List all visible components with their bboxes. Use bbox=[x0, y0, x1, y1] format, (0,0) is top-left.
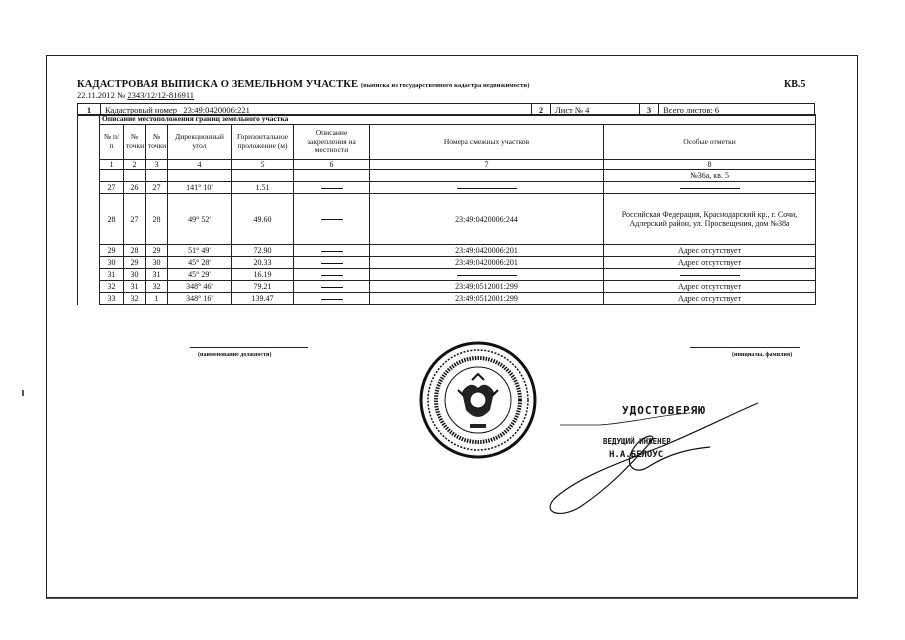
dash-mark bbox=[457, 275, 517, 276]
carry-over-note: №36а, кв. 5 bbox=[604, 170, 816, 182]
dash-mark bbox=[680, 188, 740, 189]
col-header-1: № п/п bbox=[100, 125, 124, 160]
column-number-row bbox=[78, 160, 816, 170]
col-number-8: 8 bbox=[604, 160, 816, 170]
column-header-row bbox=[78, 125, 816, 160]
boundary-table bbox=[77, 114, 816, 305]
cell-angle: 51° 49' bbox=[168, 245, 232, 257]
cell-p1: 31 bbox=[124, 281, 146, 293]
cell-notes: Адрес отсутствует bbox=[604, 245, 816, 257]
carry-over-row bbox=[78, 170, 816, 182]
cell-fix bbox=[294, 257, 370, 269]
cell-adjacent: 23:49:0420006:201 bbox=[370, 245, 604, 257]
col-header-3: № точки bbox=[146, 125, 168, 160]
cell-p1: 26 bbox=[124, 182, 146, 194]
cell-p1: 30 bbox=[124, 269, 146, 281]
cadastral-number: 23:49:0420006:221 bbox=[183, 104, 250, 115]
dash-mark bbox=[321, 188, 343, 189]
total-number: 6 bbox=[714, 104, 720, 115]
cell-p1: 29 bbox=[124, 257, 146, 269]
left-margin-cell bbox=[78, 115, 100, 305]
certify-stamp-text: УДОСТОВЕРЯЮ bbox=[622, 404, 706, 417]
document-number: 2343/12/12-816911 bbox=[127, 90, 195, 100]
cell-fix bbox=[294, 194, 370, 245]
cell-n: 30 bbox=[100, 257, 124, 269]
cell-adjacent: 23:49:0512001:299 bbox=[370, 293, 604, 305]
col-number-3: 3 bbox=[146, 160, 168, 170]
dash-mark bbox=[321, 263, 343, 264]
cell-angle: 348° 16' bbox=[168, 293, 232, 305]
cell-fix bbox=[294, 182, 370, 194]
margin-mark bbox=[22, 390, 24, 396]
cell-angle: 45° 28' bbox=[168, 257, 232, 269]
carry-cell bbox=[370, 170, 604, 182]
cell-notes bbox=[604, 182, 816, 194]
document-title bbox=[77, 79, 529, 90]
col-header-2: № точки bbox=[124, 125, 146, 160]
col-number-1: 1 bbox=[100, 160, 124, 170]
cell-p2: 30 bbox=[146, 257, 168, 269]
cell-adjacent: 23:49:0512001:299 bbox=[370, 281, 604, 293]
cell-dist: 139.47 bbox=[232, 293, 294, 305]
cell-p2: 1 bbox=[146, 293, 168, 305]
cell-fix bbox=[294, 269, 370, 281]
table-row bbox=[78, 245, 816, 257]
cell-p2: 28 bbox=[146, 194, 168, 245]
cell-notes bbox=[604, 269, 816, 281]
cell-p1: 32 bbox=[124, 293, 146, 305]
certifier-role: ВЕДУЩИЙ ИНЖЕНЕР bbox=[603, 437, 671, 446]
cell-dist: 72.90 bbox=[232, 245, 294, 257]
cell-p2: 32 bbox=[146, 281, 168, 293]
title-text: КАДАСТРОВАЯ ВЫПИСКА О ЗЕМЕЛЬНОМ УЧАСТКЕ bbox=[77, 79, 359, 90]
official-seal-stamp bbox=[418, 340, 538, 460]
position-caption: (наименование должности) bbox=[198, 352, 272, 358]
col-header-6: Описание закрепления на местности bbox=[294, 125, 370, 160]
carry-cell bbox=[294, 170, 370, 182]
cell-adjacent bbox=[370, 269, 604, 281]
sheet-number: 4 bbox=[585, 104, 590, 115]
name-caption: (инициалы, фамилия) bbox=[732, 352, 793, 358]
cell-notes: Адрес отсутствует bbox=[604, 293, 816, 305]
table-row bbox=[78, 182, 816, 194]
cell-fix bbox=[294, 281, 370, 293]
carry-cell bbox=[168, 170, 232, 182]
carry-cell bbox=[100, 170, 124, 182]
dash-mark bbox=[321, 219, 343, 220]
form-code: КВ.5 bbox=[784, 79, 806, 90]
carry-cell bbox=[146, 170, 168, 182]
cell-p1: 28 bbox=[124, 245, 146, 257]
cell-n: 27 bbox=[100, 182, 124, 194]
col-header-4: Дирекционный угол bbox=[168, 125, 232, 160]
col-header-8: Особые отметки bbox=[604, 125, 816, 160]
cell-n: 32 bbox=[100, 281, 124, 293]
col-number-5: 5 bbox=[232, 160, 294, 170]
info-cell-2-num: 2 bbox=[532, 104, 551, 116]
info-cell-1-num: 1 bbox=[78, 104, 101, 116]
dash-mark bbox=[321, 275, 343, 276]
sheet-label: Лист № bbox=[555, 104, 584, 115]
cell-adjacent: 23:49:0420006:201 bbox=[370, 257, 604, 269]
table-row bbox=[78, 194, 816, 245]
cell-p2: 31 bbox=[146, 269, 168, 281]
info-cell-3-num: 3 bbox=[640, 104, 659, 116]
cell-notes: Адрес отсутствует bbox=[604, 281, 816, 293]
dash-mark bbox=[321, 299, 343, 300]
table-row bbox=[78, 257, 816, 269]
table-row bbox=[78, 281, 816, 293]
sheet-bottom-edge bbox=[46, 598, 858, 602]
cell-dist: 20.33 bbox=[232, 257, 294, 269]
dash-mark bbox=[680, 275, 740, 276]
cell-dist: 49.60 bbox=[232, 194, 294, 245]
cell-angle: 45° 29' bbox=[168, 269, 232, 281]
carry-cell bbox=[124, 170, 146, 182]
cell-p1: 27 bbox=[124, 194, 146, 245]
cell-p2: 27 bbox=[146, 182, 168, 194]
position-signature-line bbox=[190, 347, 308, 348]
col-header-5: Горизонтальное проложение (м) bbox=[232, 125, 294, 160]
cell-adjacent bbox=[370, 182, 604, 194]
col-number-2: 2 bbox=[124, 160, 146, 170]
cadastral-label: Кадастровый номер bbox=[105, 104, 177, 115]
cell-notes: Адрес отсутствует bbox=[604, 257, 816, 269]
cell-angle: 49° 52' bbox=[168, 194, 232, 245]
cell-dist: 79.21 bbox=[232, 281, 294, 293]
col-number-4: 4 bbox=[168, 160, 232, 170]
certifier-name: Н.А.БЕЛОУС bbox=[609, 450, 664, 460]
col-header-7: Номера смежных участков bbox=[370, 125, 604, 160]
cell-n: 28 bbox=[100, 194, 124, 245]
cell-fix bbox=[294, 293, 370, 305]
date-number-line bbox=[77, 90, 194, 100]
cell-dist: 16.19 bbox=[232, 269, 294, 281]
col-number-7: 7 bbox=[370, 160, 604, 170]
cell-n: 29 bbox=[100, 245, 124, 257]
table-row bbox=[78, 269, 816, 281]
total-label: Всего листов: bbox=[663, 104, 713, 115]
title-note: (выписка из государственного кадастра недвижимости) bbox=[360, 82, 530, 89]
cell-n: 33 bbox=[100, 293, 124, 305]
dash-mark bbox=[321, 251, 343, 252]
carry-cell bbox=[232, 170, 294, 182]
cell-dist: 1.51 bbox=[232, 182, 294, 194]
document-date: 22.11.2012 bbox=[77, 90, 115, 100]
cell-fix bbox=[294, 245, 370, 257]
cell-n: 31 bbox=[100, 269, 124, 281]
dash-mark bbox=[457, 188, 517, 189]
number-label: № bbox=[117, 90, 126, 100]
table-row bbox=[78, 293, 816, 305]
section-title: Описание местоположения границ земельного участка bbox=[100, 115, 816, 125]
dash-mark bbox=[321, 287, 343, 288]
cell-angle: 348° 46' bbox=[168, 281, 232, 293]
cell-p2: 29 bbox=[146, 245, 168, 257]
col-number-6: 6 bbox=[294, 160, 370, 170]
cell-angle: 141° 10' bbox=[168, 182, 232, 194]
cell-notes: Российская Федерация, Краснодарский кр., г. Сочи, Адлерский район, ул. Просвещения, дом №38а bbox=[604, 194, 816, 245]
cell-adjacent: 23:49:0420006:244 bbox=[370, 194, 604, 245]
name-signature-line bbox=[690, 347, 800, 348]
